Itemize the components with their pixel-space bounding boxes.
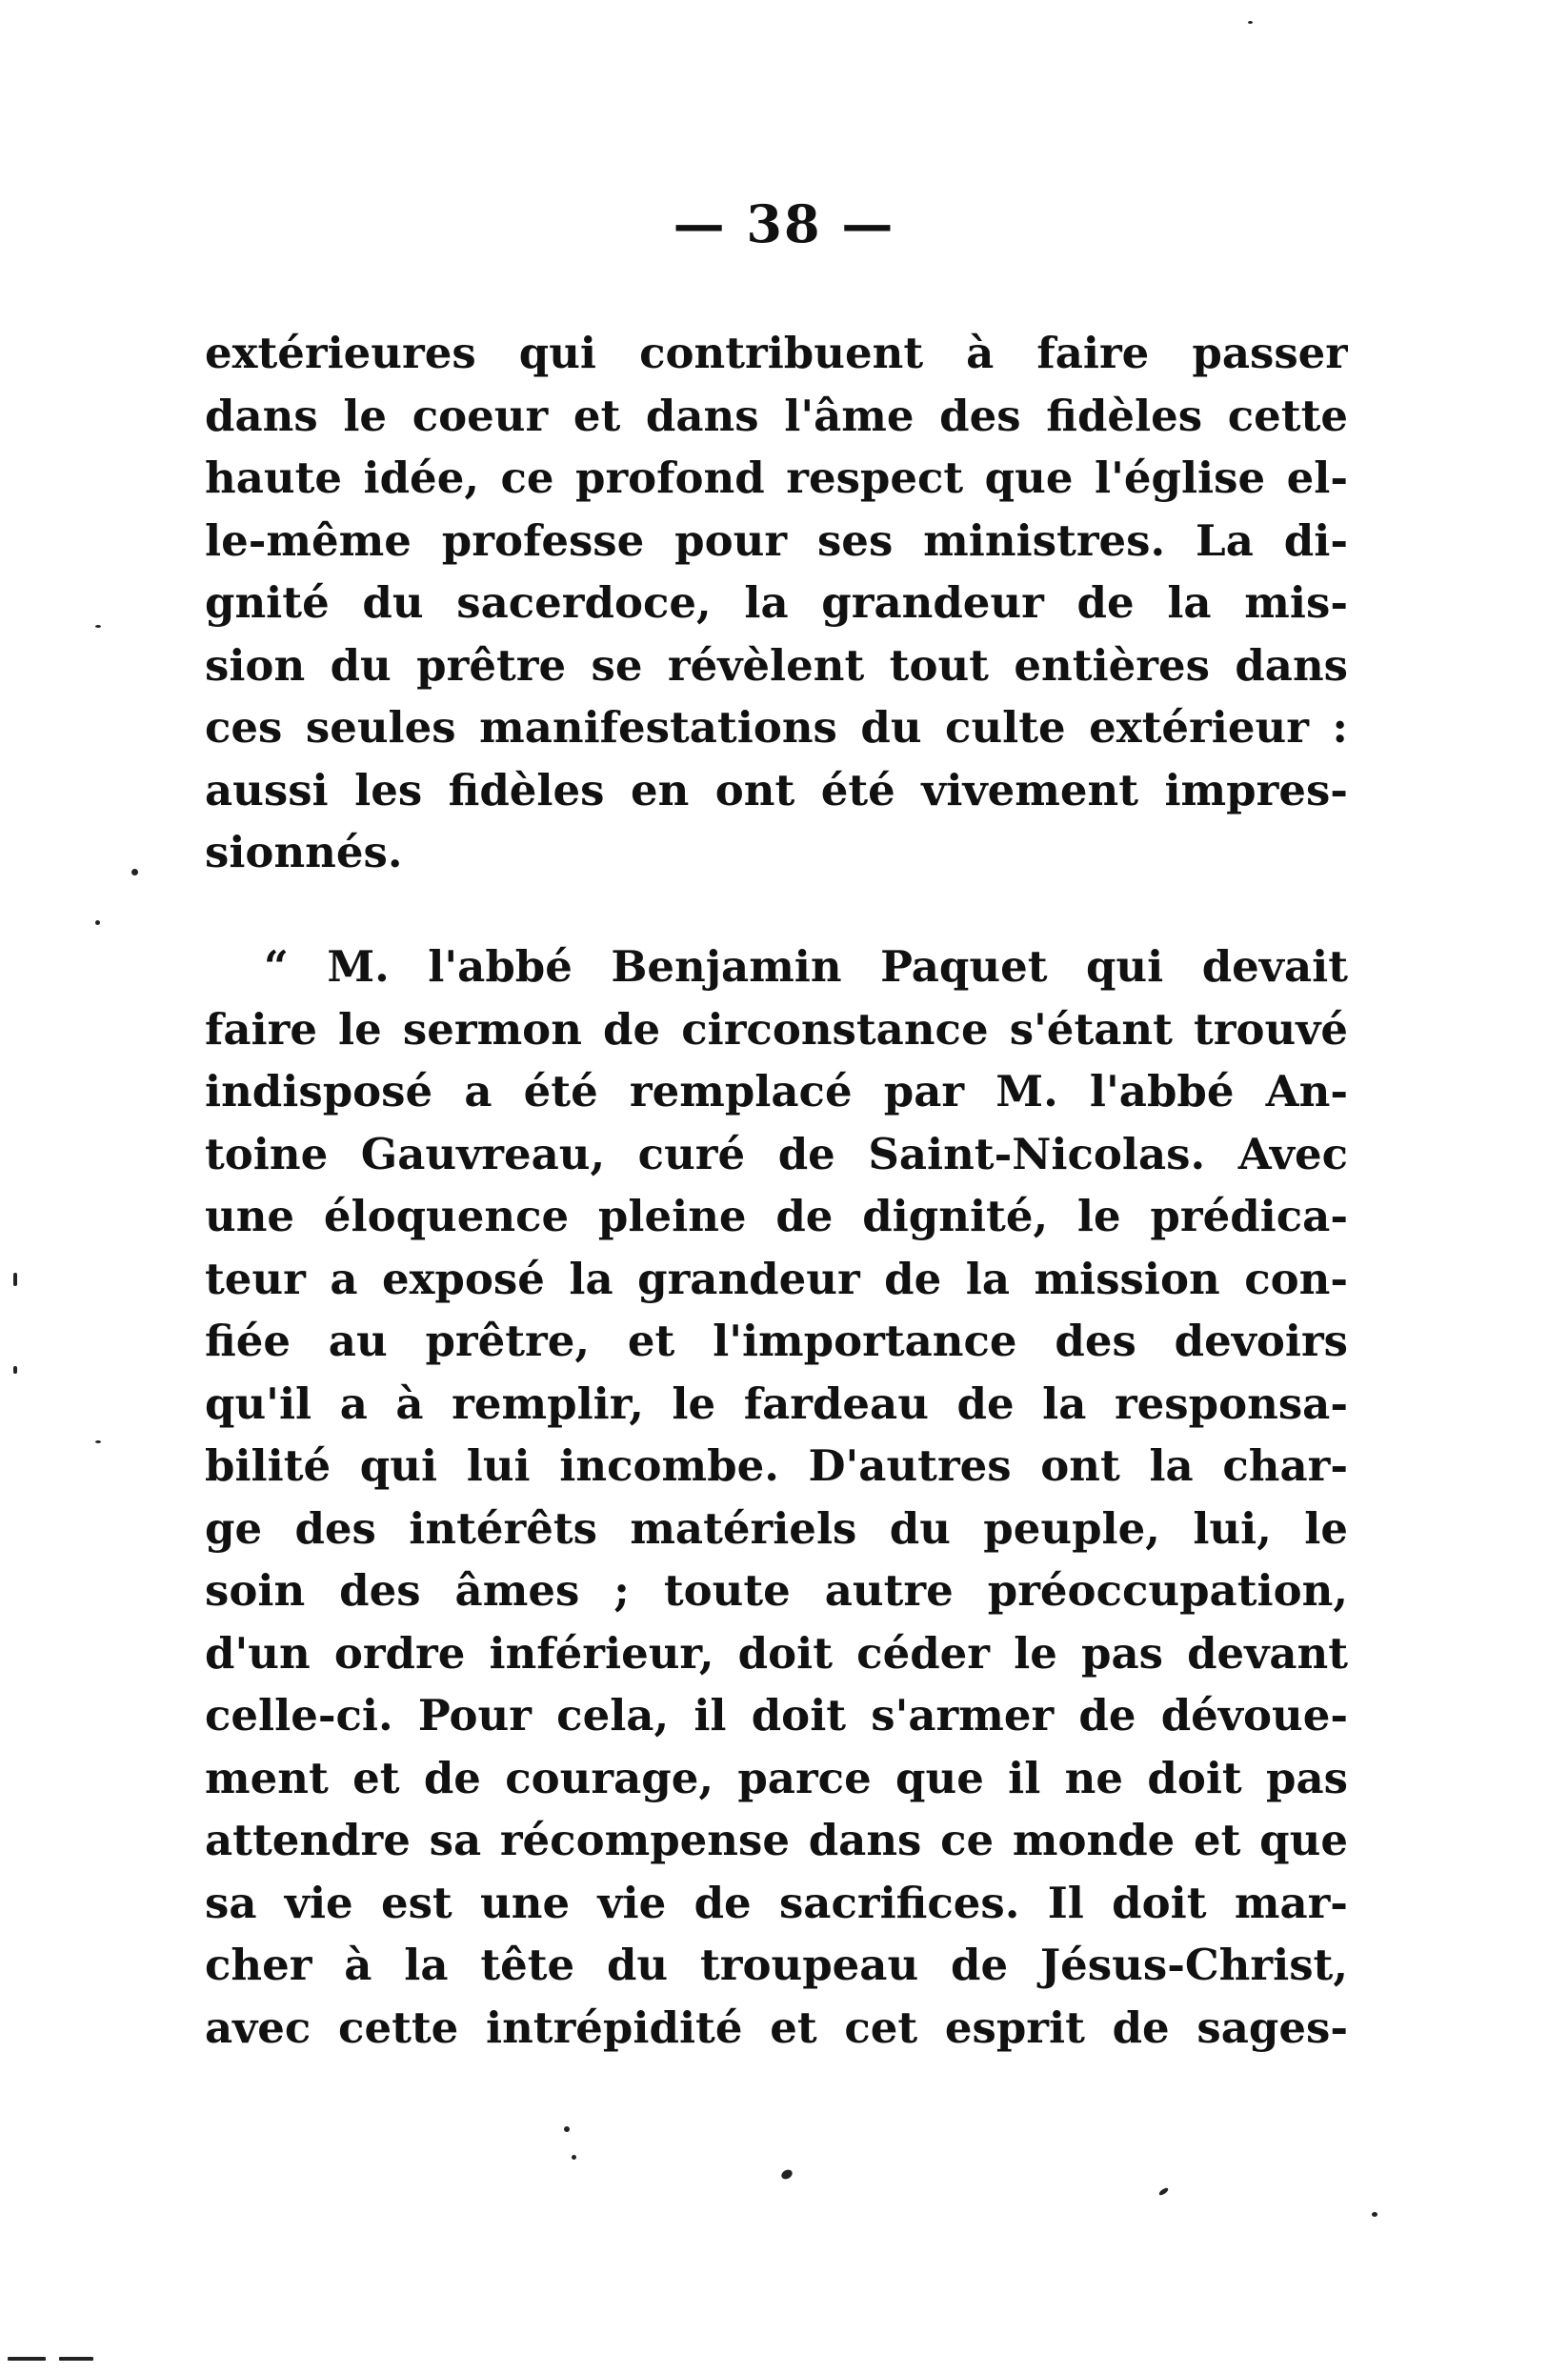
page-number: — 38 — (673, 193, 895, 254)
text-line: bilité qui lui incombe. D'autres ont la char- (205, 1440, 1348, 1491)
text-line: sa vie est une vie de sacrifices. Il doit mar- (205, 1877, 1348, 1928)
scan-speck (1372, 2212, 1377, 2217)
scan-speck (564, 2126, 570, 2132)
text-line: soin des âmes ; toute autre préoccupation, (205, 1565, 1348, 1616)
text-line: attendre sa récompense dans ce monde et que (205, 1815, 1348, 1865)
paragraph-1 (205, 322, 1348, 884)
text-line: celle-ci. Pour cela, il doit s'armer de dévoue- (205, 1690, 1348, 1740)
text-line: haute idée, ce profond respect que l'église el- (205, 453, 1348, 503)
scan-speck (59, 2357, 93, 2361)
text-line: sion du prêtre se révèlent tout entières dans (205, 639, 1348, 691)
text-line: “ M. l'abbé Benjamin Paquet qui devait (264, 941, 1348, 992)
text-line: ment et de courage, parce que il ne doit pas (205, 1752, 1348, 1803)
text-line: aussi les fidèles en ont été vivement impres- (205, 764, 1348, 815)
paragraph-2 (205, 936, 1348, 2059)
text-line: fiée au prêtre, et l'importance des devoirs (205, 1316, 1348, 1366)
scan-speck (95, 1440, 101, 1443)
text-line: faire le sermon de circonstance s'étant trouvé (205, 1003, 1348, 1055)
scan-speck (1158, 2186, 1170, 2196)
text-line: qu'il a à remplir, le fardeau de la responsa- (205, 1378, 1348, 1429)
text-line: teur a exposé la grandeur de la mission con- (205, 1253, 1348, 1304)
text-line: indisposé a été remplacé par M. l'abbé An- (205, 1066, 1348, 1117)
scan-speck (13, 1366, 17, 1374)
text-line: ces seules manifestations du culte extérieur : (205, 702, 1348, 753)
scan-speck (572, 2155, 576, 2160)
scan-speck (131, 869, 138, 875)
text-line: toine Gauvreau, curé de Saint-Nicolas. Avec (205, 1128, 1348, 1179)
text-line: sionnés. (205, 827, 403, 877)
scan-speck (95, 920, 100, 925)
text-line: cher à la tête du troupeau de Jésus-Christ, (205, 1940, 1348, 1990)
scan-speck (780, 2168, 794, 2182)
text-line: d'un ordre inférieur, doit céder le pas devant (205, 1627, 1348, 1679)
text-line: ge des intérêts matériels du peuple, lui, le (205, 1502, 1348, 1554)
text-line: extérieures qui contribuent à faire passer (205, 328, 1348, 378)
scan-speck (8, 2357, 46, 2361)
scan-speck (95, 625, 101, 628)
text-line: gnité du sacerdoce, la grandeur de la mis- (205, 577, 1348, 628)
scan-speck (13, 1273, 17, 1286)
text-line: dans le coeur et dans l'âme des fidèles cette (205, 390, 1348, 441)
text-line: le-même professe pour ses ministres. La di- (205, 514, 1348, 566)
scan-speck (1248, 21, 1253, 24)
text-line: avec cette intrépidité et cet esprit de sages- (205, 2002, 1348, 2053)
text-line: une éloquence pleine de dignité, le prédica- (205, 1191, 1348, 1241)
